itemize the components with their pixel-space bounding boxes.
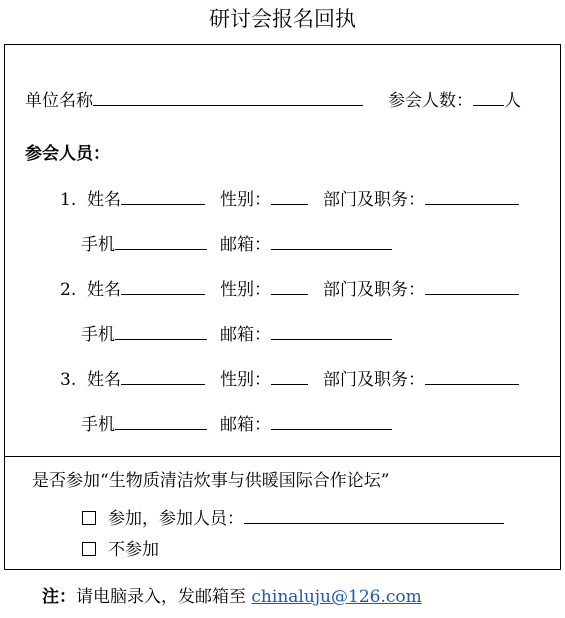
phone-blank[interactable]	[115, 412, 207, 430]
unit-row	[25, 88, 363, 112]
email-label: 邮箱：	[220, 235, 271, 255]
attendee-3-phone	[81, 412, 207, 436]
attendee-3-dept	[323, 367, 519, 391]
no-label: 不参加	[108, 540, 159, 560]
name-label: 姓名	[87, 370, 122, 390]
form-title: 研讨会报名回执	[209, 7, 356, 31]
yes-label: 参加，参加人员：	[108, 509, 244, 529]
unit-name-blank[interactable]	[93, 88, 363, 106]
email-blank[interactable]	[271, 322, 392, 340]
attendee-3-gender	[220, 367, 308, 391]
attendee-1-phone	[81, 232, 207, 256]
participants-blank[interactable]	[244, 506, 504, 524]
unit-name-label: 单位名称	[25, 91, 93, 111]
email-link[interactable]: chinaluju@126.com	[251, 587, 422, 607]
name-blank[interactable]	[121, 187, 205, 205]
attendee-1-name-row	[60, 187, 205, 211]
dept-blank[interactable]	[425, 187, 519, 205]
attendee-number: 3.	[60, 370, 77, 390]
gender-blank[interactable]	[271, 277, 308, 295]
gender-label: 性别：	[220, 370, 271, 390]
email-blank[interactable]	[271, 232, 392, 250]
count-row	[388, 88, 521, 112]
attendee-1-gender	[220, 187, 308, 211]
gender-label: 性别：	[220, 280, 271, 300]
forum-question: 是否参加“生物质清洁炊事与供暖国际合作论坛”	[32, 471, 390, 491]
gender-blank[interactable]	[271, 367, 308, 385]
dept-label: 部门及职务：	[323, 280, 425, 300]
attendee-3-name-row	[60, 367, 205, 391]
dept-blank[interactable]	[425, 277, 519, 295]
email-blank[interactable]	[271, 412, 392, 430]
footer-note	[42, 586, 422, 608]
phone-blank[interactable]	[115, 232, 207, 250]
forum-yes-row	[82, 506, 504, 530]
attendee-3-email	[220, 412, 392, 436]
gender-label: 性别：	[220, 190, 271, 210]
email-label: 邮箱：	[220, 415, 271, 435]
attendee-2-dept	[323, 277, 519, 301]
attendee-1-email	[220, 232, 392, 256]
phone-blank[interactable]	[115, 322, 207, 340]
name-blank[interactable]	[121, 277, 205, 295]
dept-label: 部门及职务：	[323, 190, 425, 210]
yes-checkbox[interactable]	[82, 511, 96, 525]
email-label: 邮箱：	[220, 325, 271, 345]
attendee-1-dept	[323, 187, 519, 211]
dept-blank[interactable]	[425, 367, 519, 385]
attendee-number: 1.	[60, 190, 77, 210]
count-label: 参会人数：	[388, 91, 473, 111]
attendee-2-phone	[81, 322, 207, 346]
count-blank[interactable]	[473, 88, 504, 106]
phone-label: 手机	[81, 325, 115, 345]
forum-no-row	[82, 539, 159, 561]
no-checkbox[interactable]	[82, 542, 96, 556]
name-label: 姓名	[87, 280, 122, 300]
attendee-number: 2.	[60, 280, 77, 300]
attendee-2-name-row	[60, 277, 205, 301]
attendees-heading: 参会人员：	[25, 144, 110, 164]
attendee-2-gender	[220, 277, 308, 301]
gender-blank[interactable]	[271, 187, 308, 205]
phone-label: 手机	[81, 415, 115, 435]
note-label: 注：	[42, 587, 76, 607]
phone-label: 手机	[81, 235, 115, 255]
section-divider	[5, 456, 560, 457]
form-box	[4, 44, 561, 570]
name-label: 姓名	[87, 190, 122, 210]
count-suffix: 人	[504, 91, 521, 111]
name-blank[interactable]	[121, 367, 205, 385]
attendee-2-email	[220, 322, 392, 346]
note-text: 请电脑录入，发邮箱至	[76, 587, 252, 607]
dept-label: 部门及职务：	[323, 370, 425, 390]
